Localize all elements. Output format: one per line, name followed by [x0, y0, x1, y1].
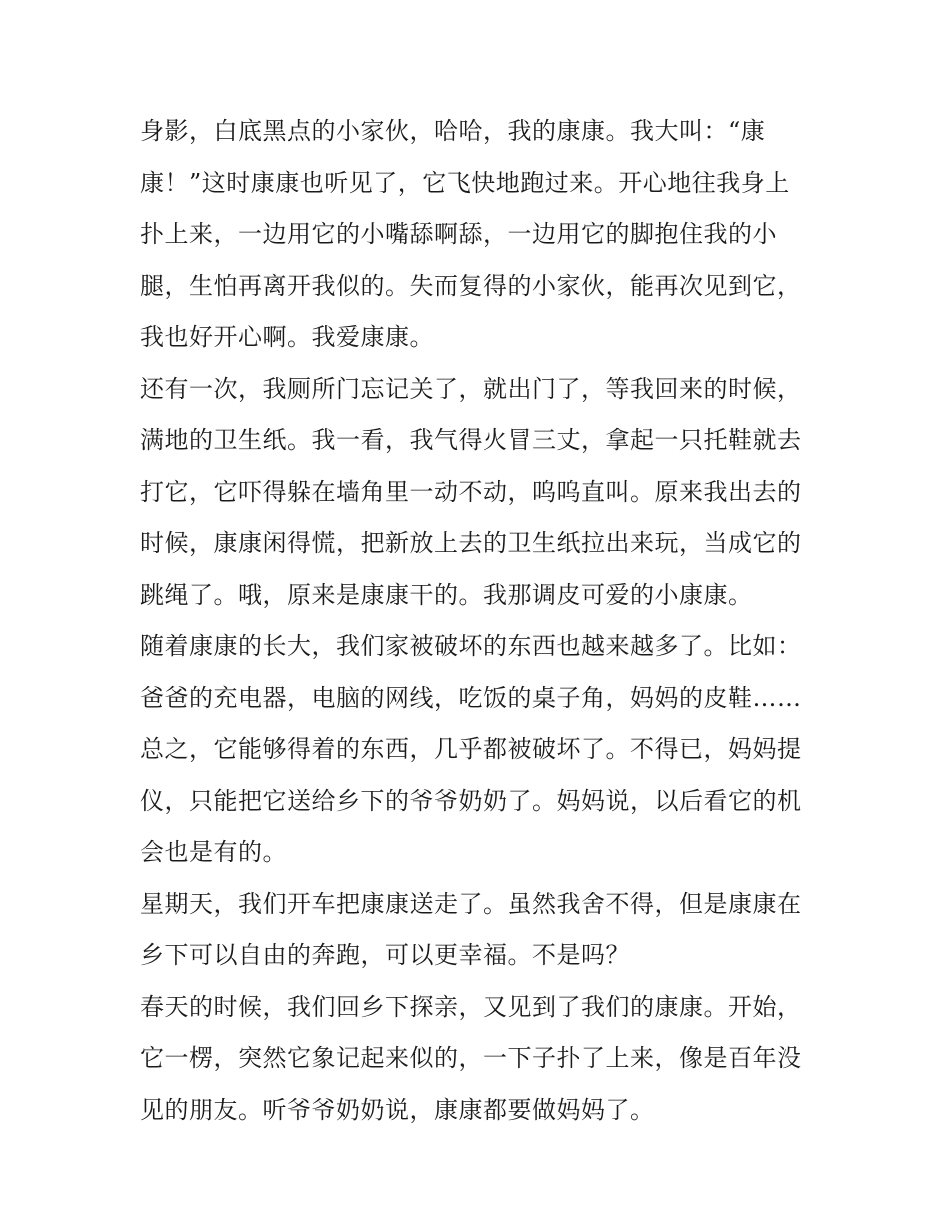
text-line: 爸爸的充电器，电脑的网线，吃饭的桌子角，妈妈的皮鞋…… — [140, 683, 802, 712]
text-line: 腿，生怕再离开我似的。失而复得的小家伙，能再次见到它， — [140, 271, 802, 300]
text-line: 康！”这时康康也听见了，它飞快地跑过来。开心地往我身上 — [140, 168, 790, 197]
text-line: 随着康康的长大，我们家被破坏的东西也越来越多了。比如： — [140, 632, 802, 660]
text-line: 身影，白底黑点的小家伙，哈哈，我的康康。我大叫：“康 — [140, 117, 766, 145]
text-line: 扑上来，一边用它的小嘴舔啊舔，一边用它的脚抱住我的小 — [140, 220, 777, 248]
text-line: 我也好开心啊。我爱康康。 — [140, 323, 434, 351]
text-line: 还有一次，我厕所门忘记关了，就出门了，等我回来的时候， — [140, 374, 802, 403]
text-line: 打它，它吓得躲在墙角里一动不动，呜呜直叫。原来我出去的 — [140, 477, 802, 506]
text-line: 星期天，我们开车把康康送走了。虽然我舍不得，但是康康在 — [140, 889, 802, 918]
text-line: 春天的时候，我们回乡下探亲，又见到了我们的康康。开始， — [140, 992, 802, 1021]
text-line: 时候，康康闲得慌，把新放上去的卫生纸拉出来玩，当成它的 — [140, 529, 802, 557]
text-line: 仪，只能把它送给乡下的爷爷奶奶了。妈妈说，以后看它的机 — [140, 786, 802, 815]
body-text — [140, 106, 820, 1136]
text-line: 满地的卫生纸。我一看，我气得火冒三丈，拿起一只托鞋就去 — [140, 426, 802, 454]
text-line: 总之，它能够得着的东西，几乎都被破坏了。不得已，妈妈提 — [140, 735, 802, 763]
text-line: 见的朋友。听爷爷奶奶说，康康都要做妈妈了。 — [140, 1095, 655, 1124]
text-line: 会也是有的。 — [140, 838, 287, 866]
text-line: 乡下可以自由的奔跑，可以更幸福。不是吗？ — [140, 941, 630, 969]
text-line: 它一楞，突然它象记起来似的，一下子扑了上来，像是百年没 — [140, 1044, 802, 1072]
text-line: 跳绳了。哦，原来是康康干的。我那调皮可爱的小康康。 — [140, 580, 753, 609]
